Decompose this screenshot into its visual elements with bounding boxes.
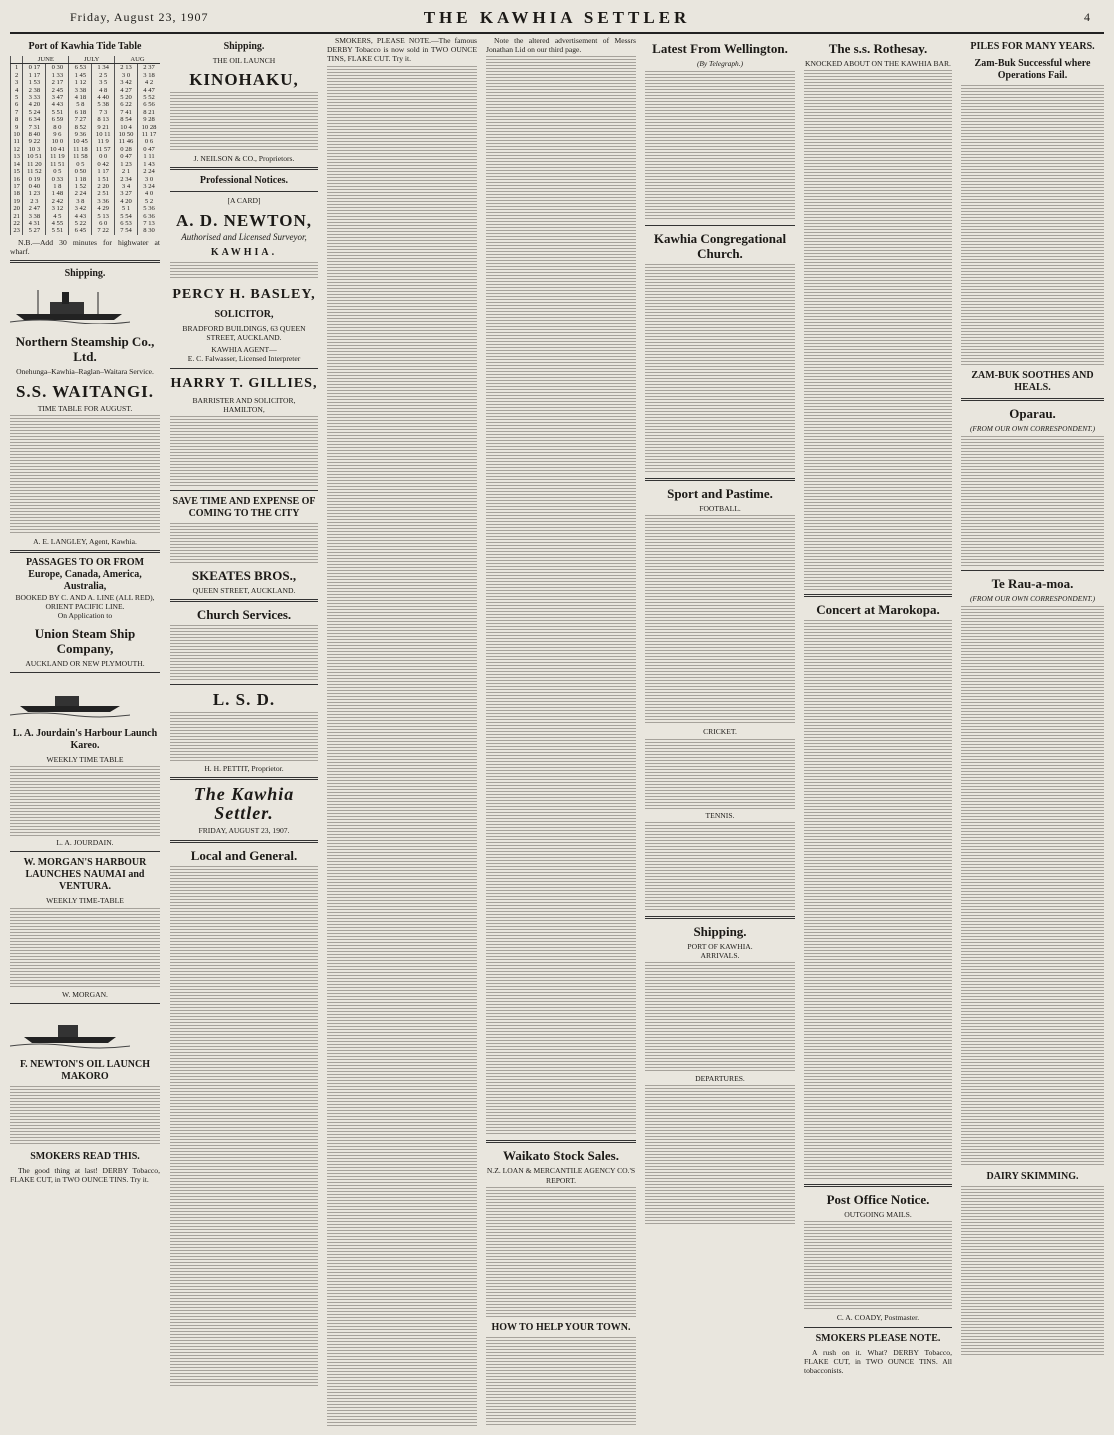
tide-time: 3 38 [69, 87, 92, 94]
tide-time: 8 30 [138, 227, 160, 234]
tennis-heading: TENNIS. [705, 810, 735, 820]
tide-time: 0 5 [69, 161, 92, 168]
column-7 [961, 36, 1104, 1426]
tide-time: 1 45 [69, 72, 92, 79]
tide-time: 4 8 [92, 87, 115, 94]
gillies-name: HARRY T. GILLIES, [170, 375, 318, 391]
shipping-news: Shipping. [693, 923, 747, 939]
tide-time: 9 22 [23, 138, 46, 145]
tide-time: 8 21 [138, 109, 160, 116]
paper-title: THE KAWHIA SETTLER [423, 8, 691, 27]
tide-row [11, 131, 161, 138]
tide-time: 11 19 [46, 153, 69, 160]
tide-time: 3 0 [138, 176, 160, 183]
arrivals-heading: ARRIVALS. [700, 951, 740, 961]
tide-row [11, 94, 161, 101]
tide-time: 2 20 [92, 183, 115, 190]
tide-time: 7 27 [69, 116, 92, 123]
issue-date-line: FRIDAY, AUGUST 23, 1907. [198, 826, 290, 836]
tide-time: 11 57 [92, 146, 115, 153]
tide-row [11, 116, 161, 123]
tide-time: 4 18 [69, 94, 92, 101]
tide-month-july: JULY [69, 56, 115, 64]
timetable-heading: TIME TABLE FOR AUGUST. [37, 403, 133, 413]
tide-time: 1 18 [69, 176, 92, 183]
basley-name: PERCY H. BASLEY, [172, 286, 316, 302]
tide-time: 8 52 [69, 124, 92, 131]
tide-time: 6 45 [69, 227, 92, 234]
smokers-read-body: The good thing at last! DERBY Tobacco, FLAKE CUT, in TWO OUNCE TINS. Try it. [10, 1166, 160, 1185]
route-line: Onehunga–Kawhia–Raglan–Waitara Service. [16, 367, 154, 377]
lines-heading: BOOKED BY C. AND A. LINE (ALL RED), ORIENT PACIFIC LINE. [15, 592, 155, 612]
tide-day: 16 [11, 176, 23, 183]
tide-time: 3 4 [115, 183, 138, 190]
tide-row [11, 146, 161, 153]
tide-time: 1 17 [23, 72, 46, 79]
tide-time: 10 28 [138, 124, 160, 131]
column-2 [170, 36, 318, 1426]
steamship-illustration [10, 286, 130, 324]
tide-day: 3 [11, 79, 23, 86]
tide-day: 8 [11, 116, 23, 123]
tide-time: 7 22 [92, 227, 115, 234]
jourdain-sign: L. A. JOURDAIN. [56, 838, 114, 848]
union-steam-ship: Union Steam Ship Company, [34, 625, 136, 656]
tide-time: 6 53 [115, 220, 138, 227]
tide-day: 6 [11, 101, 23, 108]
tide-time: 4 55 [46, 220, 69, 227]
tide-time: 4 27 [115, 87, 138, 94]
tide-day: 14 [11, 161, 23, 168]
coady-sign: C. A. COADY, Postmaster. [836, 1313, 920, 1323]
tide-time: 2 51 [92, 190, 115, 197]
tide-time: 0 40 [23, 183, 46, 190]
tide-day: 4 [11, 87, 23, 94]
tide-time: 5 1 [115, 205, 138, 212]
tide-time: 0 19 [23, 176, 46, 183]
tide-time: 3 38 [23, 213, 46, 220]
tide-time: 3 27 [115, 190, 138, 197]
post-office-notice: Post Office Notice. [826, 1192, 930, 1208]
waikato-sub: N.Z. LOAN & MERCANTILE AGENCY CO.'S REPORT. [486, 1166, 636, 1185]
tide-time: 3 47 [46, 94, 69, 101]
falwasser-line: E. C. Falwasser, Licensed Interpreter [187, 354, 301, 364]
zambuk-tagline: ZAM-BUK SOOTHES AND HEALS. [971, 370, 1094, 393]
tide-time: 11 17 [138, 131, 160, 138]
tide-time: 6 22 [115, 101, 138, 108]
launch-illustration [10, 680, 130, 718]
passages-heading: PASSAGES TO OR FROM Europe, Canada, America, Australia, [25, 556, 145, 592]
tide-time: 2 5 [92, 72, 115, 79]
tide-time: 5 20 [115, 94, 138, 101]
tide-day: 17 [11, 183, 23, 190]
tide-row [11, 168, 161, 175]
morgan-sign: W. MORGAN. [62, 989, 108, 999]
tide-row [11, 101, 161, 108]
waikato-stock-sales: Waikato Stock Sales. [503, 1148, 619, 1164]
tide-time: 3 24 [138, 183, 160, 190]
tide-time: 2 47 [23, 205, 46, 212]
tide-row [11, 183, 161, 190]
tide-day: 15 [11, 168, 23, 175]
tide-time: 4 2 [138, 79, 160, 86]
tide-row [11, 124, 161, 131]
tide-time: 11 51 [46, 161, 69, 168]
departures-heading: DEPARTURES. [695, 1074, 745, 1084]
tide-month-june: JUNE [23, 56, 69, 64]
professional-notices: Professional Notices. [199, 175, 289, 187]
sport-pastime: Sport and Pastime. [667, 486, 773, 502]
lsd-heading: L. S. D. [212, 690, 276, 710]
gillies-place: HAMILTON, [223, 404, 265, 414]
tide-time: 10 41 [46, 146, 69, 153]
tide-time: 1 17 [92, 168, 115, 175]
local-general-heading: Local and General. [190, 847, 298, 863]
tide-time: 10 11 [92, 131, 115, 138]
tide-time: 3 42 [69, 205, 92, 212]
morgan-launches: W. MORGAN'S HARBOUR LAUNCHES NAUMAI and VENTURA. [23, 857, 147, 893]
kawhia-agent: KAWHIA AGENT— [211, 345, 277, 355]
tide-row [11, 220, 161, 227]
tide-table-title: Port of Kawhia Tide Table [28, 41, 142, 52]
skeates-addr: QUEEN STREET, AUCKLAND. [192, 586, 296, 596]
tide-time: 1 48 [46, 190, 69, 197]
tide-time: 2 45 [46, 87, 69, 94]
tide-time: 5 2 [138, 198, 160, 205]
tide-time: 1 51 [92, 176, 115, 183]
tide-time: 0 5 [46, 168, 69, 175]
tide-time: 1 12 [69, 79, 92, 86]
tide-time: 10 3 [23, 146, 46, 153]
shipping-heading: Shipping. [64, 268, 106, 280]
zambuk-heading: Zam-Buk Successful where Operations Fail. [974, 58, 1091, 81]
tide-time: 1 34 [92, 64, 115, 72]
tide-day: 2 [11, 72, 23, 79]
tide-time: 7 41 [115, 109, 138, 116]
ship-name: S.S. WAITANGI. [15, 381, 155, 401]
masthead [10, 6, 1104, 34]
piles-heading: PILES FOR MANY YEARS. [970, 41, 1095, 52]
gillies-title: BARRISTER AND SOLICITOR, [192, 395, 296, 405]
outgoing-mails: OUTGOING MAILS. [844, 1210, 912, 1220]
oparau-sub: (FROM OUR OWN CORRESPONDENT.) [969, 424, 1096, 433]
tide-row [11, 79, 161, 86]
jourdain-launch: L. A. Jourdain's Harbour Launch Kareo. [12, 727, 158, 751]
latest-wellington: Latest From Wellington. [652, 41, 788, 56]
tide-row [11, 227, 161, 234]
tide-time: 2 13 [115, 64, 138, 72]
union-sub: AUCKLAND OR NEW PLYMOUTH. [25, 658, 145, 668]
tide-time: 8 13 [92, 116, 115, 123]
oil-launch-label: THE OIL LAUNCH [212, 56, 276, 65]
tide-time: 1 23 [23, 190, 46, 197]
northern-steamship-co: Northern Steamship Co., Ltd. [15, 334, 155, 365]
football-heading: FOOTBALL. [699, 504, 741, 514]
tide-time: 1 43 [138, 161, 160, 168]
tide-day: 22 [11, 220, 23, 227]
tide-time: 3 0 [115, 72, 138, 79]
tide-day: 19 [11, 198, 23, 205]
by-telegraph: (By Telegraph.) [696, 59, 744, 68]
tide-time: 8 0 [46, 124, 69, 131]
tide-row [11, 161, 161, 168]
tide-time: 6 18 [69, 109, 92, 116]
smokers-please-note: SMOKERS PLEASE NOTE. [815, 1332, 941, 1344]
tide-time: 1 8 [46, 183, 69, 190]
kinohaku-title: KINOHAKU, [189, 70, 299, 90]
tide-day: 13 [11, 153, 23, 160]
column-1 [10, 36, 160, 1426]
tide-time: 6 56 [138, 101, 160, 108]
church-services: Church Services. [196, 607, 292, 623]
tide-time: 5 51 [46, 227, 69, 234]
tide-day: 7 [11, 109, 23, 116]
save-time-heading: SAVE TIME AND EXPENSE OF COMING TO THE CITY [172, 496, 316, 520]
tide-time: 11 18 [69, 146, 92, 153]
tide-day: 1 [11, 64, 23, 72]
basley-addr: BRADFORD BUILDINGS, 63 QUEEN STREET, AUCKLAND. [182, 323, 306, 343]
tide-time: 5 24 [23, 109, 46, 116]
third-page-notice: Note the altered advertisement of Messrs Jonathan Lid on our third page. [486, 36, 636, 55]
tide-day: 5 [11, 94, 23, 101]
tide-time: 3 42 [115, 79, 138, 86]
tide-time: 4 20 [23, 101, 46, 108]
tide-time: 0 50 [69, 168, 92, 175]
tide-time: 5 8 [69, 101, 92, 108]
tide-time: 5 13 [92, 213, 115, 220]
te-rau-a-moa-sub: (FROM OUR OWN CORRESPONDENT.) [969, 594, 1096, 604]
tide-time: 1 33 [46, 72, 69, 79]
tide-time: 8 40 [23, 131, 46, 138]
tide-day: 18 [11, 190, 23, 197]
tide-row [11, 72, 161, 79]
tide-time: 6 34 [23, 116, 46, 123]
tide-time: 0 47 [138, 146, 160, 153]
cricket-heading: CRICKET. [703, 727, 737, 737]
tide-time: 9 28 [138, 116, 160, 123]
tide-time: 2 24 [138, 168, 160, 175]
newton-name: A. D. NEWTON, [176, 210, 312, 230]
tide-time: 4 5 [46, 213, 69, 220]
tide-day: 10 [11, 131, 23, 138]
tide-day: 12 [11, 146, 23, 153]
knocked-about: KNOCKED ABOUT ON THE KAWHIA BAR. [805, 59, 951, 68]
tide-time: 2 38 [23, 87, 46, 94]
tide-time: 5 27 [23, 227, 46, 234]
tide-time: 0 30 [46, 64, 69, 72]
tide-time: 2 3 [23, 198, 46, 205]
tide-table [10, 56, 160, 235]
tide-row [11, 87, 161, 94]
rothesay-heading: The s.s. Rothesay. [828, 41, 928, 56]
newton-oil-launch: F. NEWTON'S OIL LAUNCH MAKORO [19, 1059, 151, 1082]
tide-table-body [11, 64, 161, 235]
tide-time: 10 4 [115, 124, 138, 131]
tide-time: 1 53 [23, 79, 46, 86]
tide-row [11, 205, 161, 212]
tide-row [11, 176, 161, 183]
agent-signature: A. E. LANGLEY, Agent, Kawhia. [33, 536, 137, 546]
tide-time: 11 58 [69, 153, 92, 160]
tide-time: 7 54 [115, 227, 138, 234]
tide-day: 21 [11, 213, 23, 220]
settler-logo: The Kawhia Settler. [193, 784, 295, 824]
concert-marokopa: Concert at Marokopa. [816, 602, 940, 618]
tide-row [11, 198, 161, 205]
tide-time: 6 0 [92, 220, 115, 227]
tide-time: 0 0 [92, 153, 115, 160]
apply-line: On Application to [57, 611, 113, 621]
tide-time: 9 6 [46, 131, 69, 138]
tide-time: 8 54 [115, 116, 138, 123]
tide-time: 2 1 [115, 168, 138, 175]
column-4 [486, 36, 636, 1426]
page-number: 4 [1084, 10, 1090, 24]
tide-time: 0 42 [92, 161, 115, 168]
newton-place: KAWHIA. [210, 246, 278, 258]
tide-time: 6 59 [46, 116, 69, 123]
smokers-read-heading: SMOKERS READ THIS. [30, 1151, 140, 1162]
oil-launch-illustration [10, 1011, 130, 1049]
skeates-name: SKEATES BROS., [191, 568, 297, 584]
tide-time: 5 52 [138, 94, 160, 101]
newton-title: Authorised and Licensed Surveyor, [181, 231, 307, 242]
tide-time: 5 36 [138, 205, 160, 212]
congregational-church: Kawhia Congregational Church. [653, 231, 787, 262]
tide-time: 3 36 [92, 198, 115, 205]
tide-time: 3 33 [23, 94, 46, 101]
help-your-town: HOW TO HELP YOUR TOWN. [491, 1321, 631, 1333]
shipping-heading-2: Shipping. [223, 41, 265, 52]
tide-time: 2 17 [46, 79, 69, 86]
tide-day: 20 [11, 205, 23, 212]
tide-time: 6 36 [138, 213, 160, 220]
tide-time: 3 8 [69, 198, 92, 205]
column-5 [645, 36, 795, 1426]
tide-time: 10 0 [46, 138, 69, 145]
column-6 [804, 36, 952, 1426]
tide-time: 9 36 [69, 131, 92, 138]
tide-time: 4 47 [138, 87, 160, 94]
tide-note: N.B.—Add 30 minutes for highwater at wharf. [10, 237, 160, 256]
basley-title: SOLICITOR, [214, 308, 274, 320]
tide-time: 6 53 [69, 64, 92, 72]
oparau-heading: Oparau. [1009, 406, 1056, 421]
tide-day-header [11, 56, 23, 64]
dairy-skimming: DAIRY SKIMMING. [986, 1171, 1079, 1183]
tide-time: 2 42 [46, 198, 69, 205]
tide-time: 5 54 [115, 213, 138, 220]
tide-row [11, 109, 161, 116]
tide-time: 4 40 [92, 94, 115, 101]
tide-time: 3 5 [92, 79, 115, 86]
column-3 [327, 36, 477, 1426]
tide-day: 9 [11, 124, 23, 131]
tide-time: 2 37 [138, 64, 160, 72]
tide-time: 9 21 [92, 124, 115, 131]
tide-row [11, 213, 161, 220]
lsd-sign: H. H. PETTIT, Proprietor. [204, 764, 284, 774]
weekly-timetable: WEEKLY TIME TABLE [46, 754, 124, 764]
tide-time: 3 12 [46, 205, 69, 212]
tide-time: 2 34 [115, 176, 138, 183]
tide-time: 0 6 [138, 138, 160, 145]
tide-row [11, 153, 161, 160]
tide-time: 7 13 [138, 220, 160, 227]
tide-time: 5 51 [46, 109, 69, 116]
tide-time: 11 20 [23, 161, 46, 168]
tide-day: 11 [11, 138, 23, 145]
tide-time: 4 29 [92, 205, 115, 212]
tide-time: 10 50 [115, 131, 138, 138]
tide-time: 11 52 [23, 168, 46, 175]
tide-time: 4 0 [138, 190, 160, 197]
weekly-timetable-2: WEEKLY TIME-TABLE [46, 896, 124, 906]
tide-time: 5 22 [69, 220, 92, 227]
tide-time: 2 24 [69, 190, 92, 197]
tide-time: 1 23 [115, 161, 138, 168]
tide-day: 23 [11, 227, 23, 234]
tide-time: 0 28 [115, 146, 138, 153]
tide-row [11, 190, 161, 197]
tide-time: 1 52 [69, 183, 92, 190]
tide-time: 4 31 [23, 220, 46, 227]
issue-date-header: Friday, August 23, 1907 [70, 10, 209, 24]
tide-time: 7 31 [23, 124, 46, 131]
tide-time: 3 18 [138, 72, 160, 79]
te-rau-a-moa-heading: Te Rau-a-moa. [991, 576, 1074, 592]
tide-time: 4 20 [115, 198, 138, 205]
tide-time: 1 11 [138, 153, 160, 160]
tide-time: 11 9 [92, 138, 115, 145]
tide-time: 4 43 [69, 213, 92, 220]
tide-time: 0 33 [46, 176, 69, 183]
tide-month-aug: AUG [115, 56, 160, 64]
tide-time: 4 43 [46, 101, 69, 108]
tide-row [11, 64, 161, 72]
tide-row [11, 138, 161, 145]
tide-time: 10 45 [69, 138, 92, 145]
port-of-kawhia: PORT OF KAWHIA. [687, 941, 753, 951]
tide-time: 0 47 [115, 153, 138, 160]
tide-time: 11 46 [115, 138, 138, 145]
tide-time: 7 3 [92, 109, 115, 116]
kinohaku-sign: J. NEILSON & CO., Proprietors. [193, 154, 295, 164]
tide-time: 0 17 [23, 64, 46, 72]
tide-time: 10 51 [23, 153, 46, 160]
card-label: [A CARD] [227, 196, 261, 206]
smokers-notice: SMOKERS, PLEASE NOTE.—The famous DERBY Tobacco is now sold in TWO OUNCE TINS, FLAKE CUT. Try it. [327, 36, 477, 64]
smokers-body-6: A rush on it. What? DERBY Tobacco, FLAKE CUT, in TWO OUNCE TINS. All tobacconists. [804, 1347, 952, 1376]
tide-time: 5 38 [92, 101, 115, 108]
